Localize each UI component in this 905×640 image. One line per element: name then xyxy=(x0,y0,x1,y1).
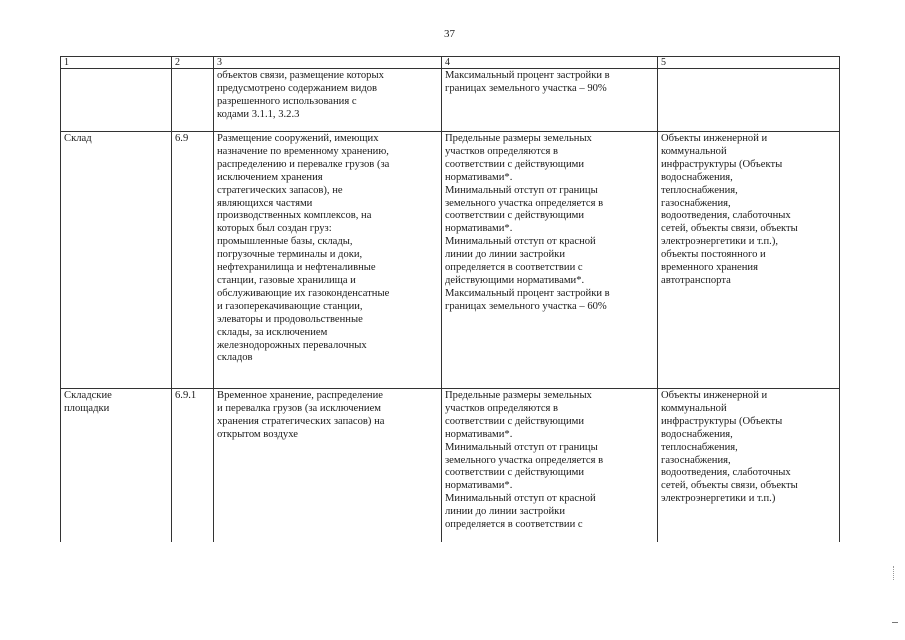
use-code-cell xyxy=(172,69,214,132)
page-number: 37 xyxy=(444,28,455,40)
use-code-cell: 6.9 xyxy=(172,132,214,389)
use-description-cell: Размещение сооружений, имеющих назначение по временному хранению, распределению и перевалке грузов (за исключением хранения стратегических запасов), не являющихся частями производственных комплексов, на которых был создан груз: промышленные базы, склады, погрузочные терминалы и доки, нефтехранилища и нефтеналивные станции, газовые хранилища и обслуживающие их газоконденсатные и газоперекачивающие станции, элеваторы и продовольственные склады, за исключением железнодорожных перевалочных складов xyxy=(214,132,442,389)
column-header-4: 4 xyxy=(442,57,658,69)
scan-margin-mark xyxy=(893,566,900,580)
table-row xyxy=(61,132,840,389)
parameters-cell: Предельные размеры земельных участков определяются в соответствии с действующими нормативами*. Минимальный отступ от границы земельного участка определяется в соответствии с действующими нормативами*. Минимальный отступ от красной линии до линии застройки определяется в соответствии с xyxy=(442,389,658,543)
use-name-cell xyxy=(61,69,172,132)
parameters-cell: Максимальный процент застройки в границах земельного участка – 90% xyxy=(442,69,658,132)
use-description-cell: Временное хранение, распределение и перевалка грузов (за исключением хранения стратегических запасов) на открытом воздухе xyxy=(214,389,442,543)
column-header-3: 3 xyxy=(214,57,442,69)
auxiliary-uses-cell: Объекты инженерной и коммунальной инфраструктуры (Объекты водоснабжения, теплоснабжения, газоснабжения, водоотведения, слаботочных сетей, объекты связи, объекты электроэнергетики и т.п.) xyxy=(658,389,840,543)
parameters-cell: Предельные размеры земельных участков определяются в соответствии с действующими нормативами*. Минимальный отступ от границы земельного участка определяется в соответствии с действующими нормативами*. Минимальный отступ от красной линии до линии застройки определяется в соответствии с действующими нормативами*. Максимальный процент застройки в границах земельного участка – 60% xyxy=(442,132,658,389)
auxiliary-uses-cell xyxy=(658,69,840,132)
use-name-cell: Склад xyxy=(61,132,172,389)
land-use-table xyxy=(60,56,840,542)
table-header-row xyxy=(61,57,840,69)
column-header-2: 2 xyxy=(172,57,214,69)
use-name-cell: Складские площадки xyxy=(61,389,172,543)
use-description-cell: объектов связи, размещение которых предусмотрено содержанием видов разрешенного использования с кодами 3.1.1, 3.2.3 xyxy=(214,69,442,132)
scan-margin-dash xyxy=(892,622,898,623)
auxiliary-uses-cell: Объекты инженерной и коммунальной инфраструктуры (Объекты водоснабжения, теплоснабжения, газоснабжения, водоотведения, слаботочных сетей, объекты связи, объекты электроэнергетики и т.п.), объекты постоянного и временного хранения автотранспорта xyxy=(658,132,840,389)
use-code-cell: 6.9.1 xyxy=(172,389,214,543)
column-header-5: 5 xyxy=(658,57,840,69)
column-header-1: 1 xyxy=(61,57,172,69)
table-row xyxy=(61,389,840,543)
table-row xyxy=(61,69,840,132)
